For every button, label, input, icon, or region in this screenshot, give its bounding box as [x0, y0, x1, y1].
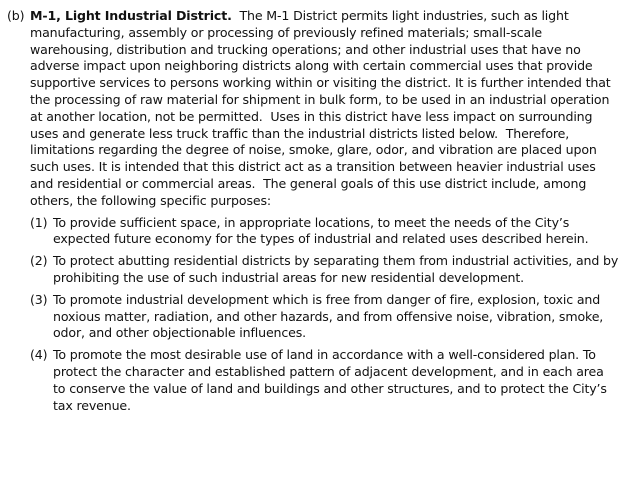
purpose-number: (3): [30, 291, 48, 307]
purpose-text: To promote the most desirable use of land in accordance with a well-considered plan. To protect the character and established pattern of adjacent development, and in each area to conserve the value of land and buildings and other structures, and to protect the City’s tax revenue.: [53, 347, 607, 413]
purposes-list: [30, 215, 619, 415]
section-body: [30, 8, 619, 210]
purpose-item: [30, 253, 619, 287]
purpose-item: [30, 347, 619, 414]
purpose-item: [30, 215, 619, 249]
purpose-number: (2): [30, 253, 48, 269]
section-body-text: The M-1 District permits light industries, such as light manufacturing, assembly or processing of previously refined materials; small-scale warehousing, distribution and trucking operations; and other industrial uses that have no adverse impact upon neighboring districts along with certain commercial uses that provide supportive services to persons working within or visiting the district. It is further intended that the processing of raw material for shipment in bulk form, to be used in an industrial operation at another location, not be permitted. Uses in this district have less impact on surrounding uses and generate less truck traffic than the industrial districts listed below. Therefore, limitations regarding the degree of noise, smoke, glare, odor, and vibration are placed upon such uses. It is intended that this district act as a transition between heavier industrial uses and residential or commercial areas. The general goals of this use district include, among others, the following specific purposes:: [30, 8, 615, 208]
section-heading-paragraph: [7, 8, 619, 210]
purpose-text: To promote industrial development which is free from danger of fire, explosion, toxic and noxious matter, radiation, and other hazards, and from offensive noise, vibration, smoke, odor, and other objectionable influences.: [53, 291, 604, 341]
purpose-item: [30, 292, 619, 342]
section-b: [7, 8, 619, 419]
purpose-text: To provide sufficient space, in appropriate locations, to meet the needs of the City’s expected future economy for the types of industrial and related uses described herein.: [53, 214, 589, 247]
purpose-number: (1): [30, 214, 48, 230]
section-title-period: .: [227, 8, 232, 23]
purpose-text: To protect abutting residential districts by separating them from industrial activities, and by prohibiting the use of such industrial areas for new residential development.: [53, 253, 619, 285]
section-title: M-1, Light Industrial District: [30, 8, 228, 23]
purpose-number: (4): [30, 347, 48, 363]
section-marker: (b): [7, 8, 25, 23]
